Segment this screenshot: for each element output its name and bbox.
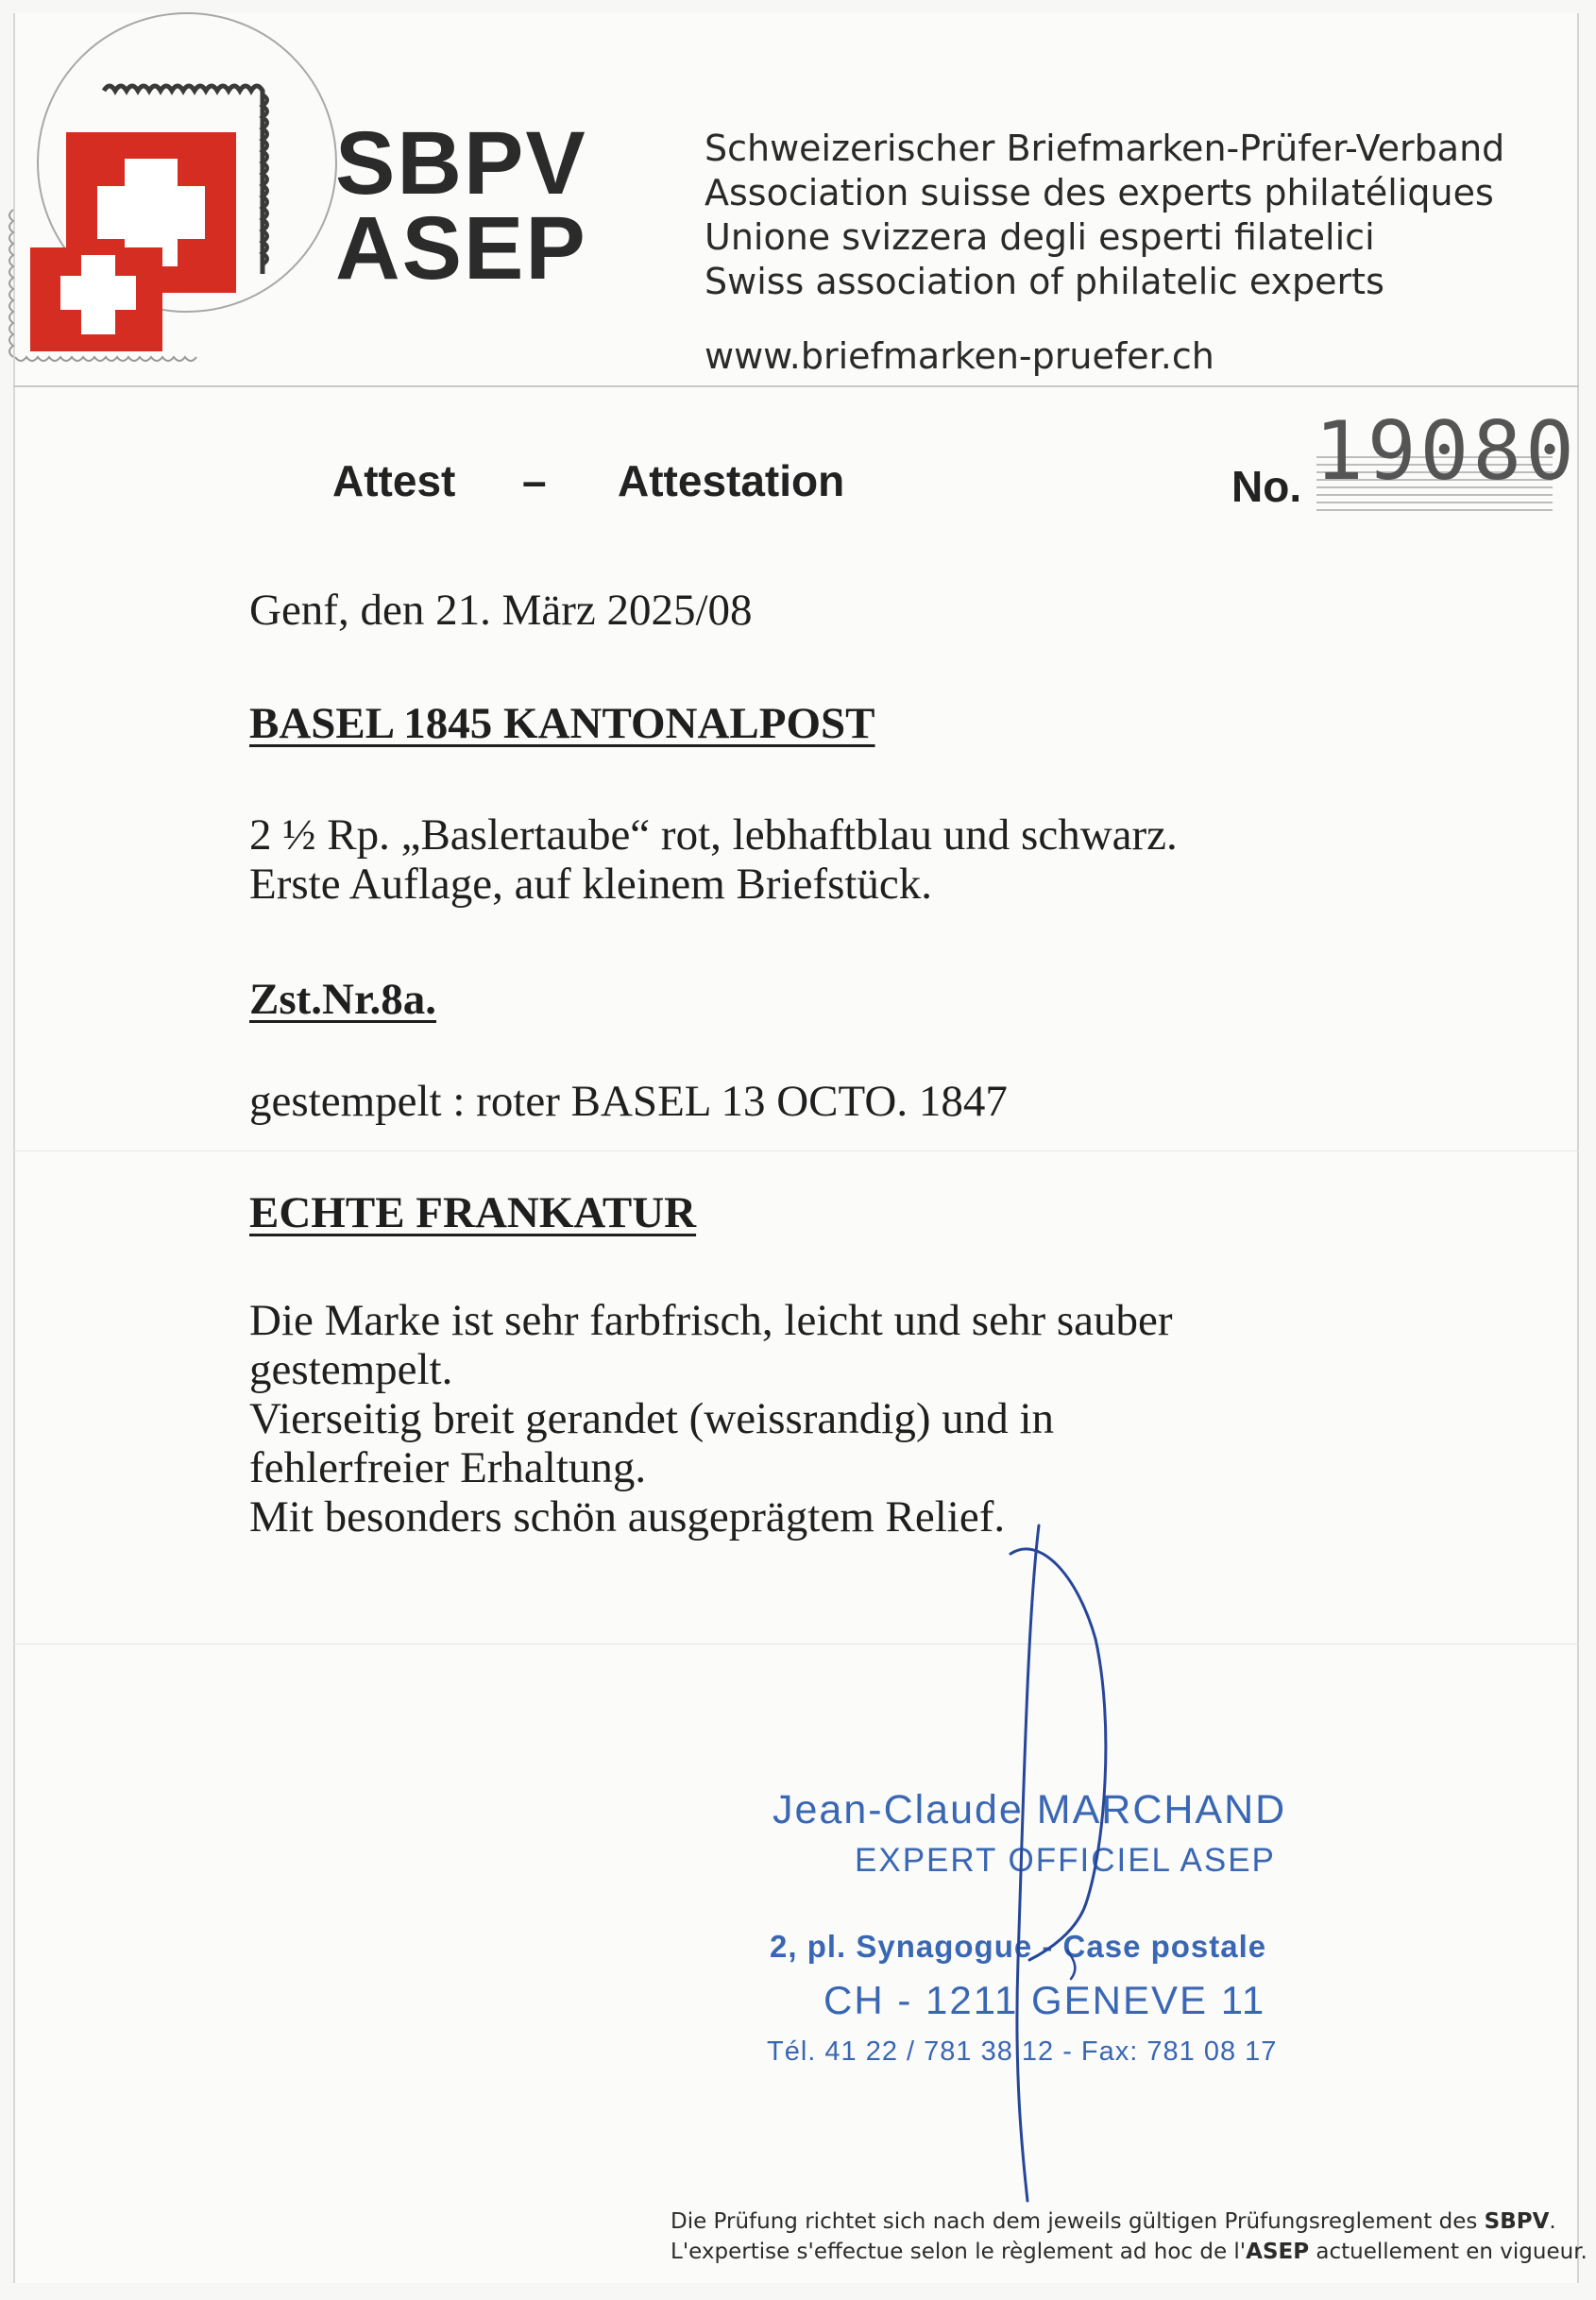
footer-line-fr xyxy=(671,2237,1588,2267)
certificate-number: 19080 xyxy=(1315,404,1578,499)
verdict-heading: ECHTE FRANKATUR xyxy=(249,1188,697,1237)
footer-asep: ASEP xyxy=(1246,2240,1310,2264)
title-attestation: Attestation xyxy=(618,456,845,505)
condition-line: Vierseitig breit gerandet (weissrandig) und in xyxy=(249,1394,1055,1443)
footer-text: Die Prüfung richtet sich nach dem jeweils gültigen Prüfungsreglement des xyxy=(671,2209,1485,2234)
stamp-description xyxy=(249,810,1178,909)
stamp-expert-name: Jean-Claude MARCHAND xyxy=(773,1787,1287,1832)
title-attest: Attest xyxy=(332,456,456,505)
association-name-de: Schweizerischer Briefmarken-Prüfer-Verband xyxy=(705,128,1505,169)
header-divider xyxy=(13,385,1579,387)
date-line: Genf, den 21. März 2025/08 xyxy=(249,586,753,635)
catalog-number: Zst.Nr.8a. xyxy=(249,975,437,1024)
footer-legal xyxy=(671,2206,1588,2267)
stamp-phone: Tél. 41 22 / 781 38 12 - Fax: 781 08 17 xyxy=(767,2036,1278,2067)
condition-line: gestempelt. xyxy=(249,1345,453,1394)
certificate-number-label: No. xyxy=(1231,462,1302,511)
stamp-city: CH - 1211 GENEVE 11 xyxy=(823,1978,1266,2022)
footer-text: L'expertise s'effectue selon le règlement ad hoc de l' xyxy=(671,2240,1247,2264)
association-names xyxy=(705,127,1504,304)
stamp-expert-title: EXPERT OFFICIEL ASEP xyxy=(855,1842,1276,1879)
footer-text: . xyxy=(1549,2209,1556,2234)
condition-description xyxy=(249,1296,1173,1542)
association-name-it: Unione svizzera degli esperti filatelici xyxy=(705,216,1375,258)
condition-line: fehlerfreier Erhaltung. xyxy=(249,1443,647,1492)
swiss-cross-stamp-logo xyxy=(0,0,340,385)
footer-text: actuellement en vigueur. xyxy=(1309,2240,1588,2264)
paper-fold-line xyxy=(13,1150,1579,1151)
issue-heading: BASEL 1845 KANTONALPOST xyxy=(249,699,875,748)
website-url: www.briefmarken-pruefer.ch xyxy=(705,335,1214,377)
postmark-line: gestempelt : roter BASEL 13 OCTO. 1847 xyxy=(249,1077,1008,1126)
brand-acronyms xyxy=(335,113,587,298)
footer-line-de xyxy=(671,2206,1588,2237)
handwritten-signature xyxy=(973,1507,1162,2224)
description-line: 2 ½ Rp. „Baslertaube“ rot, lebhaftblau und schwarz. xyxy=(249,810,1178,860)
title-dash: – xyxy=(522,456,547,505)
footer-sbpv: SBPV xyxy=(1484,2209,1550,2234)
description-line: Erste Auflage, auf kleinem Briefstück. xyxy=(249,860,933,909)
association-name-fr: Association suisse des experts philatéliques xyxy=(705,172,1494,213)
association-name-en: Swiss association of philatelic experts xyxy=(705,261,1384,302)
stamp-address: 2, pl. Synagogue - Case postale xyxy=(770,1929,1267,1964)
brand-sbpv: SBPV xyxy=(335,113,587,213)
condition-line: Die Marke ist sehr farbfrisch, leicht und sehr sauber xyxy=(249,1296,1173,1345)
brand-asep: ASEP xyxy=(335,198,587,298)
condition-line: Mit besonders schön ausgeprägtem Relief. xyxy=(249,1492,1006,1542)
